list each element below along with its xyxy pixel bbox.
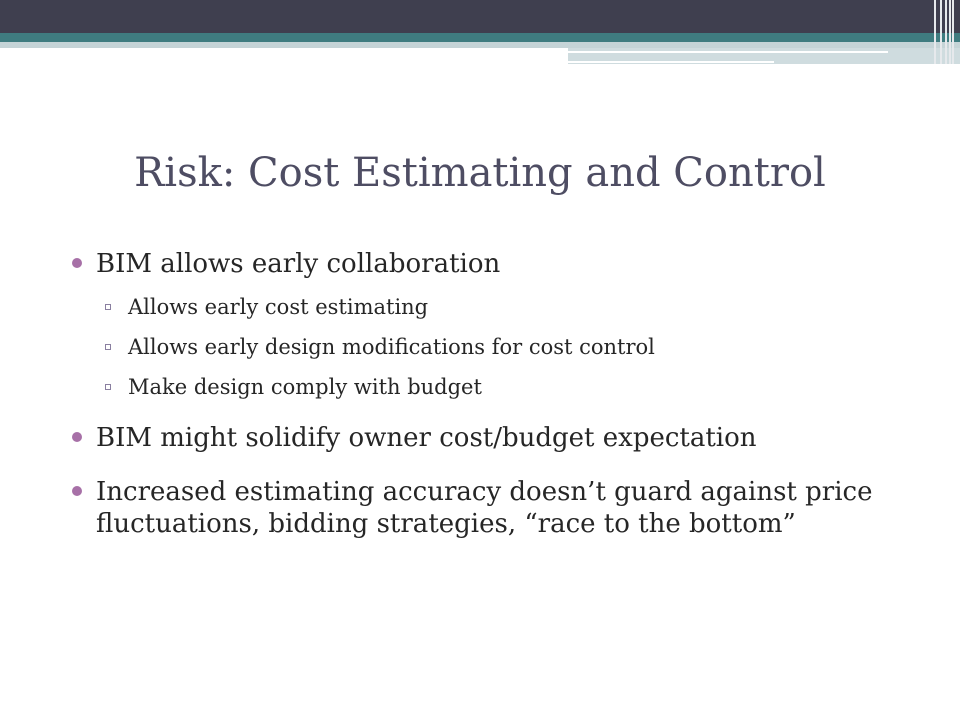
bullet-text: Increased estimating accuracy doesn’t guard against price fluctuations, bidding strategies, “race to the bottom” (96, 477, 873, 539)
bullet-text: BIM might solidify owner cost/budget expectation (96, 423, 757, 453)
bullet-item (72, 422, 892, 454)
header-stripe (945, 0, 947, 64)
bullet-dot-icon (72, 486, 82, 496)
square-bullet-icon (105, 344, 111, 350)
header-stripe (952, 0, 954, 64)
header-stripe (934, 0, 936, 64)
header-band-line (568, 51, 888, 53)
header-stripe (949, 0, 951, 64)
header-stripes (930, 0, 960, 64)
sub-bullet-item (72, 374, 892, 400)
sub-bullet-text: Allows early design modifications for cost control (128, 335, 655, 359)
bullet-dot-icon (72, 432, 82, 442)
square-bullet-icon (105, 384, 111, 390)
bullet-item (72, 248, 892, 280)
header-band-thin-line (568, 61, 774, 63)
slide-title: Risk: Cost Estimating and Control (134, 150, 826, 196)
sub-bullet-item (72, 294, 892, 320)
sub-bullet-item (72, 334, 892, 360)
sub-bullet-text: Make design comply with budget (128, 375, 482, 399)
bullet-item (72, 476, 892, 540)
header-band-dark (0, 0, 960, 33)
bullet-text: BIM allows early collaboration (96, 249, 501, 279)
header-band-teal (0, 33, 960, 42)
bullet-dot-icon (72, 258, 82, 268)
slide-body (72, 248, 892, 540)
header-stripe (940, 0, 942, 64)
sub-bullet-text: Allows early cost estimating (128, 295, 429, 319)
square-bullet-icon (105, 304, 111, 310)
